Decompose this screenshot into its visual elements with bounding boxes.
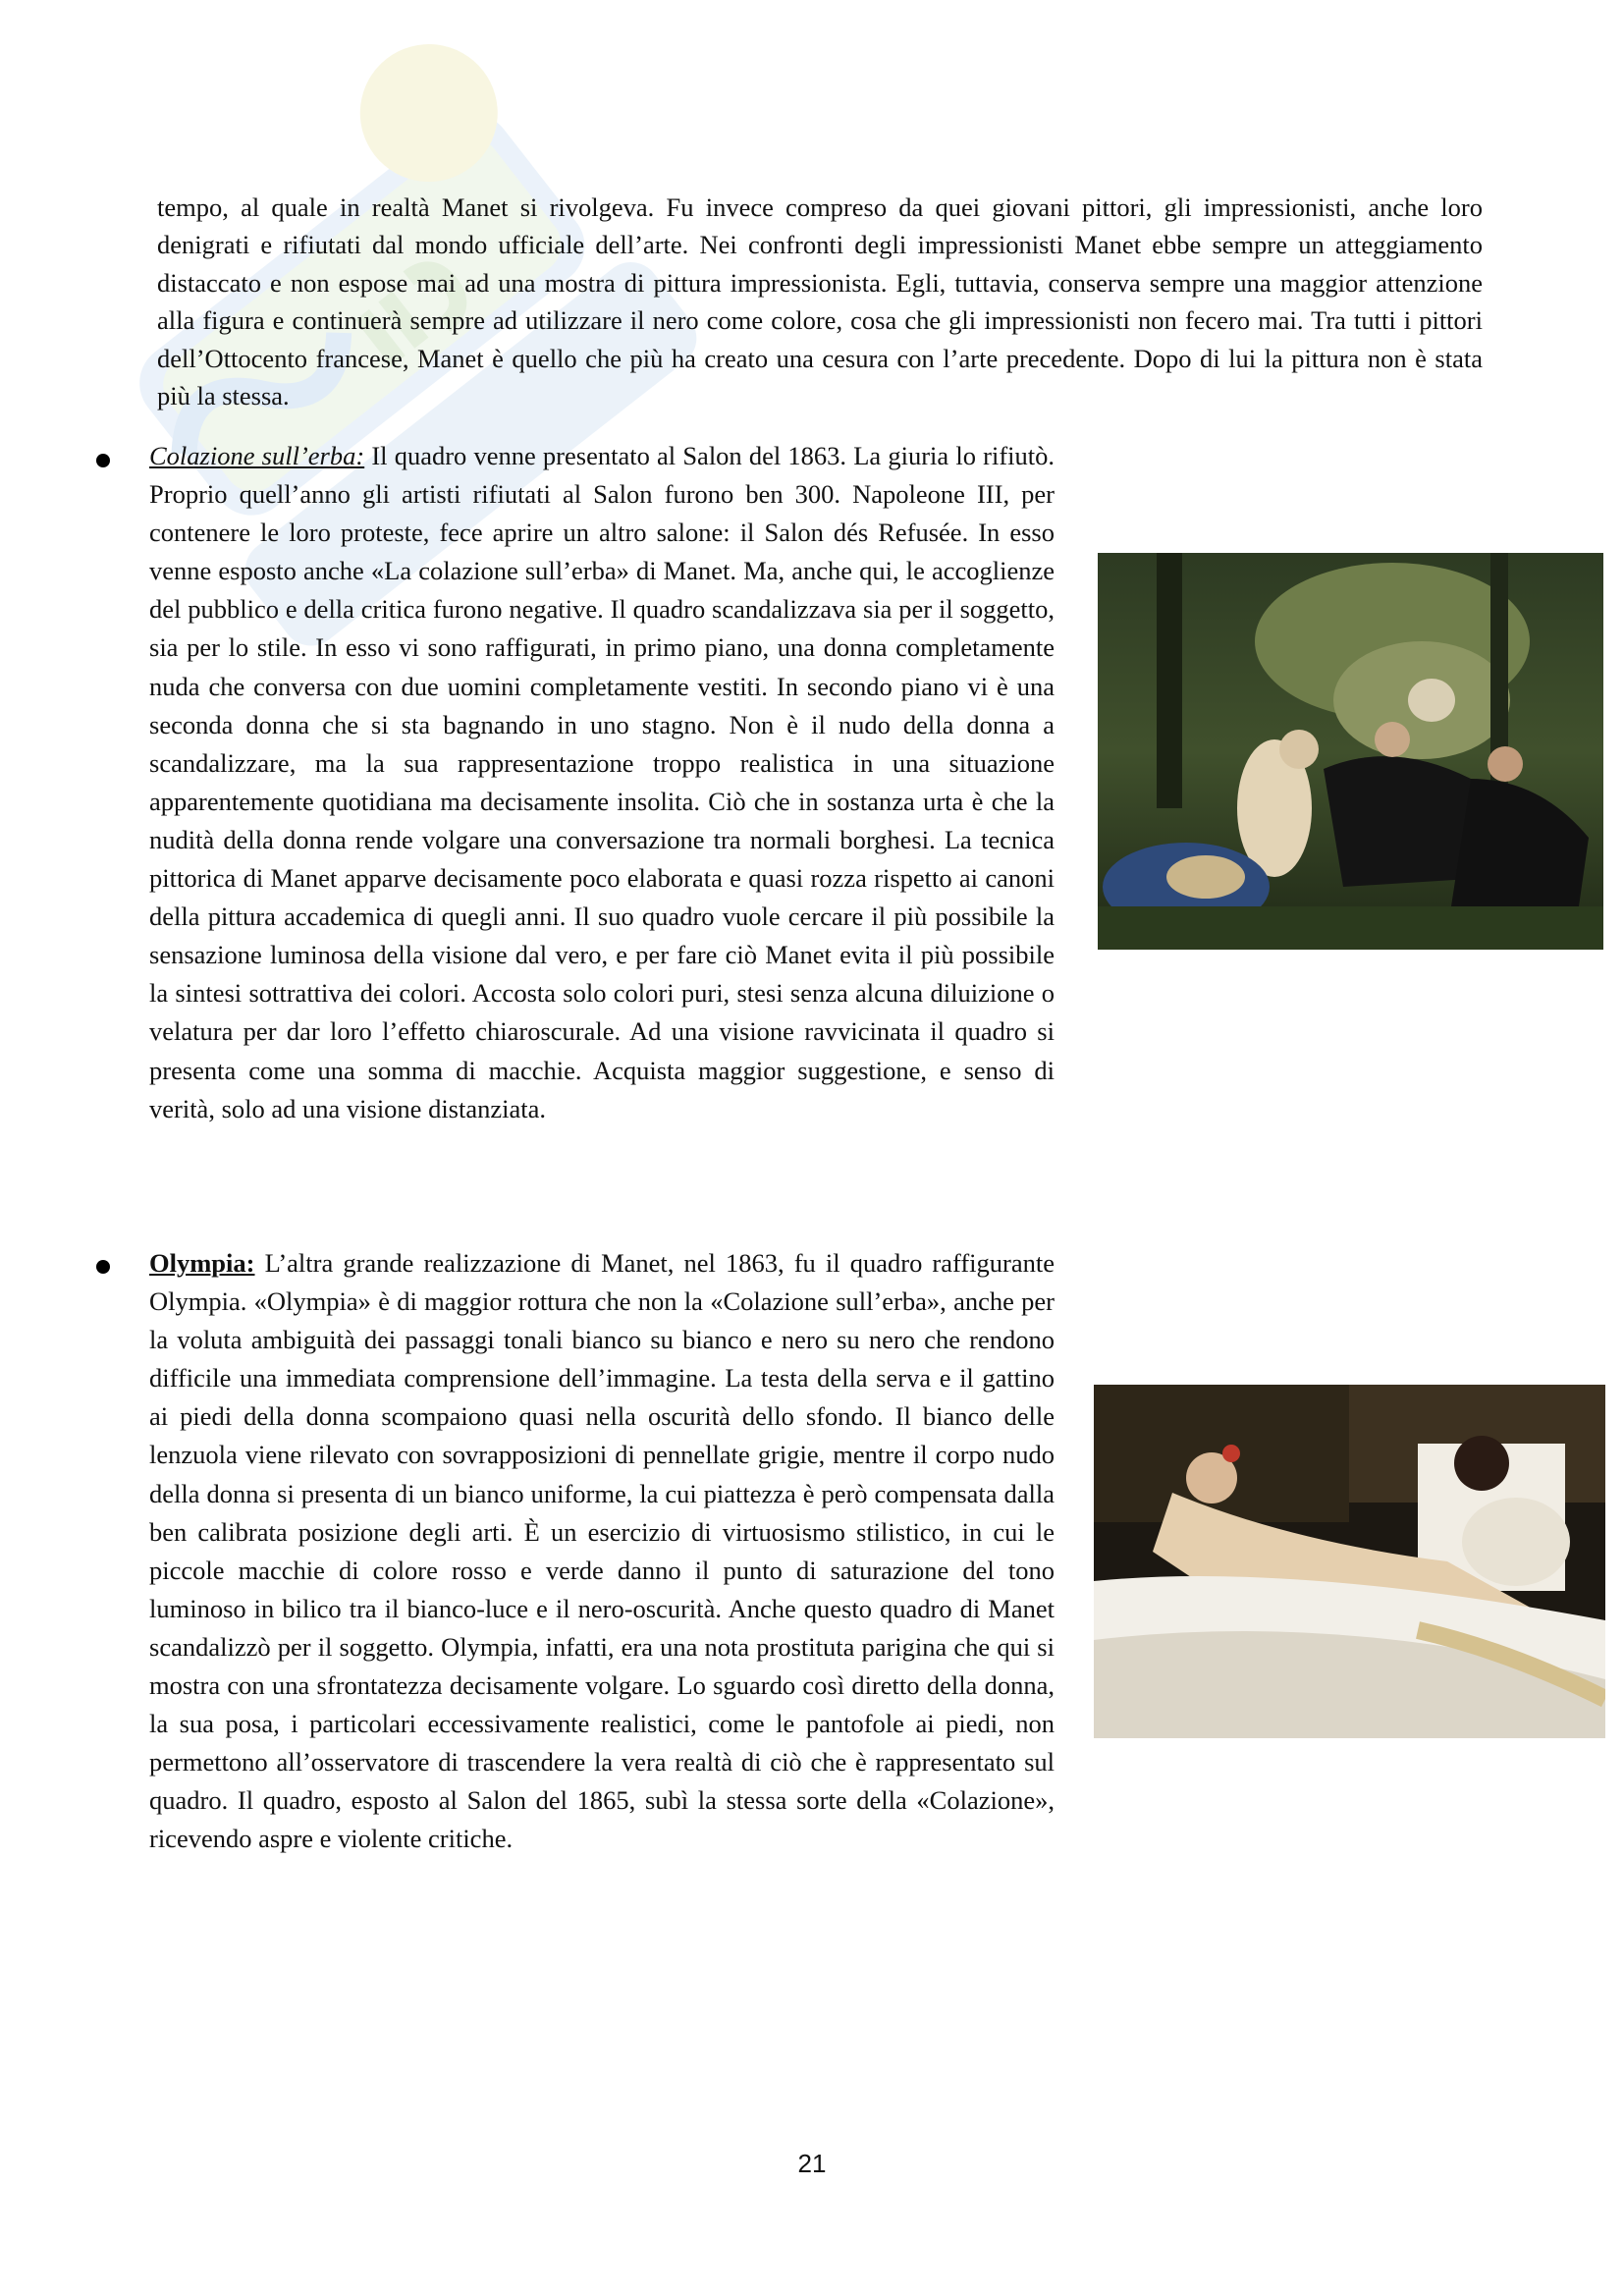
bullet-olympia <box>96 1260 110 1274</box>
section-colazione <box>149 437 1055 1128</box>
section-body-olympia: L’altra grande realizzazione di Manet, nel 1863, fu il quadro raffigurante Olympia. «Olympia» è di maggior rottura che non la «Colazione sull’erba», anche per la voluta ambiguità dei passaggi tonali bianco su bianco e nero su nero che rendono difficile una immediata comprensione dell’immagine. La testa della serva e il gattino ai piedi della donna scompaiono quasi nella oscurità dello sfondo. Il bianco delle lenzuola viene rilevato con sovrapposizioni di pennellate grigie, mentre il corpo nudo della donna si presenta di un bianco uniforme, la cui piattezza è però compensata dalla ben calibrata posizione degli arti. È un esercizio di virtuosismo stilistico, in cui le piccole macchie di colore rosso e verde danno il punto di saturazione del tono luminoso in bilico tra il bianco-luce e il nero-oscurità. Anche questo quadro di Manet scandalizzò per il soggetto. Olympia, infatti, era una nota prostituta parigina che qui si mostra con una sfrontatezza decisamente volgare. Lo sguardo così diretto della donna, la sua posa, i particolari eccessivamente realistici, come le pantofole ai piedi, non permettono all’osservatore di trascendere la vera realtà di ciò che è rappresentato sul quadro. Il quadro, esposto al Salon del 1865, subì la stessa sorte della «Colazione», ricevendo aspre e violente critiche. <box>149 1248 1055 1854</box>
painting-colazione-sull-erba <box>1098 553 1603 950</box>
page-number: 21 <box>797 2149 827 2178</box>
section-olympia <box>149 1244 1055 1859</box>
bullet-colazione <box>96 454 110 467</box>
section-term-colazione: Colazione sull’erba: <box>149 441 365 470</box>
section-body-colazione: Il quadro venne presentato al Salon del 1863. La giuria lo rifiutò. Proprio quell’anno gli artisti rifiutati al Salon furono ben 300. Napoleone III, per contenere le loro proteste, fece aprire un altro salone: il Salon dés Refusée. In esso venne esposto anche «La colazione sull’erba» di Manet. Ma, anche qui, le accoglienze del pubblico e della critica furono negative. Il quadro scandalizzava sia per il soggetto, sia per lo stile. In esso vi sono raffigurati, in primo piano, una donna completamente nuda che conversa con due uomini completamente vestiti. In secondo piano vi è una seconda donna che si sta bagnando in uno stagno. Non è il nudo della donna a scandalizzare, ma la sua rappresentazione troppo realistica in una situazione apparentemente quotidiana ma decisamente insolita. Ciò che in sostanza urta è che la nudità della donna rende volgare una conversazione tra normali borghesi. La tecnica pittorica di Manet apparve decisamente poco elaborata e quasi rozza rispetto ai canoni della pittura accademica di quegli anni. Il suo quadro vuole cercare il più possibile la sensazione luminosa della visione dal vero, e per fare ciò Manet evita il più possibile la sintesi sottrattiva dei colori. Accosta solo colori puri, stesi senza alcuna diluizione o velatura per dar loro l’effetto chiaroscurale. Ad una visione ravvicinata il quadro si presenta come una somma di macchie. Acquista maggior suggestione, e senso di verità, solo ad una visione distanziata. <box>149 441 1055 1123</box>
section-term-olympia: Olympia: <box>149 1248 255 1278</box>
painting-olympia <box>1094 1385 1605 1738</box>
intro-paragraph: tempo, al quale in realtà Manet si rivolgeva. Fu invece compreso da quei giovani pittori, gli impressionisti, anche loro denigrati e rifiutati dal mondo ufficiale dell’arte. Nei confronti degli impressionisti Manet ebbe sempre un atteggiamento distaccato e non espose mai ad una mostra di pittura impressionista. Egli, tuttavia, conserva sempre una maggior attenzione alla figura e continuerà sempre ad utilizzare il nero come colore, cosa che gli impressionisti non fecero mai. Tra tutti i pittori dell’Ottocento francese, Manet è quello che più ha creato una cesura con l’arte precedente. Dopo di lui la pittura non è stata più la stessa. <box>157 192 1483 411</box>
